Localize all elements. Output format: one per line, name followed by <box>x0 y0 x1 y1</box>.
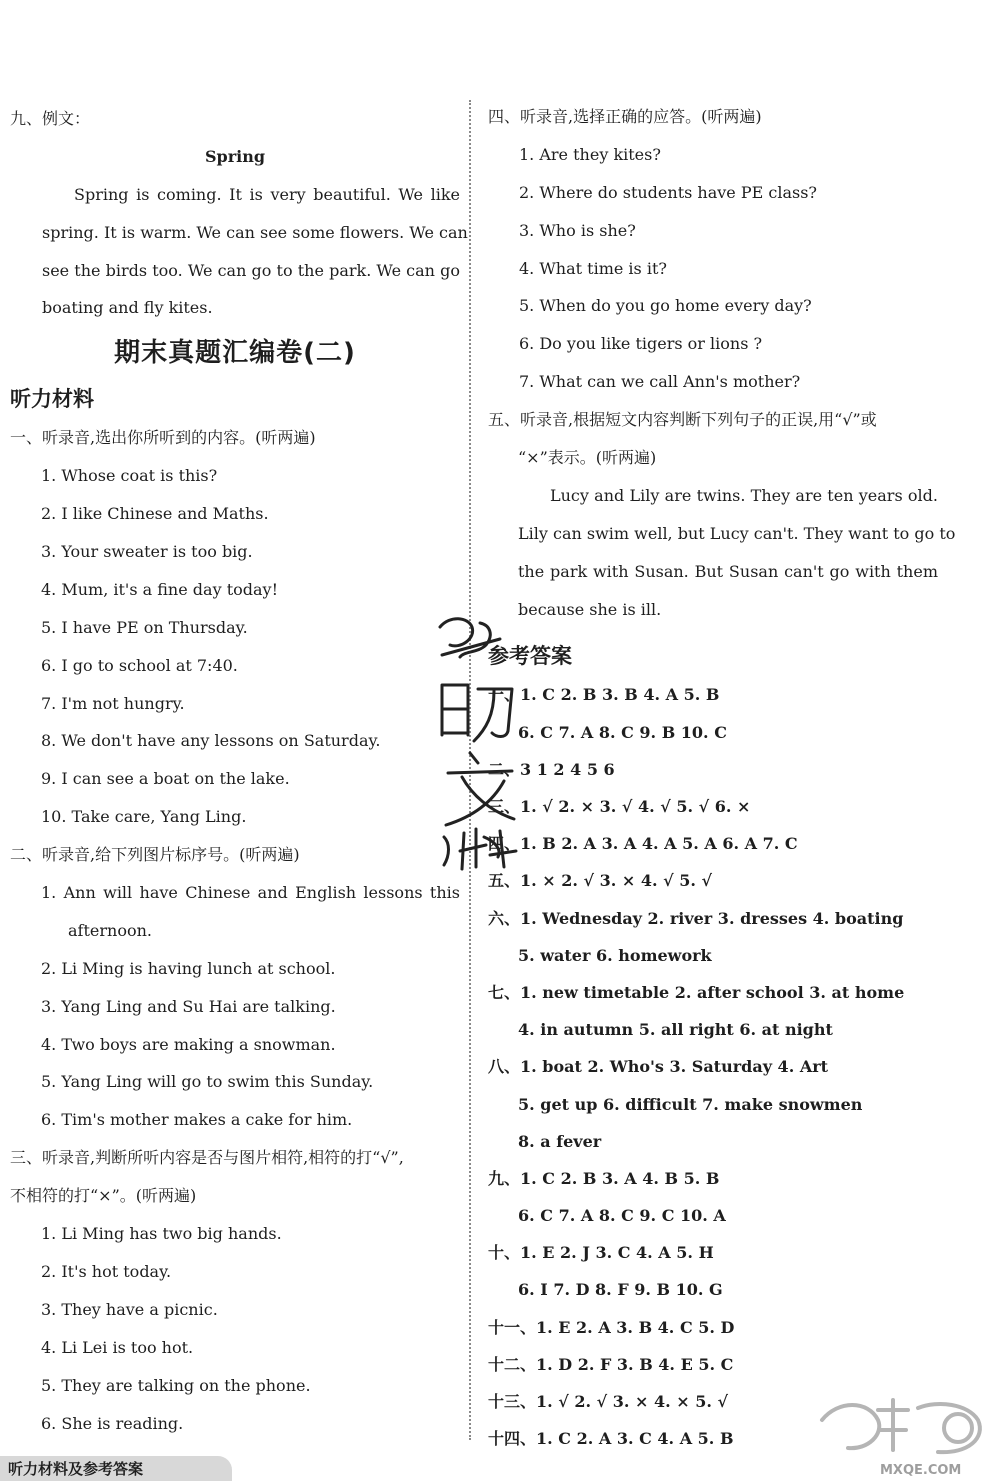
section-1-item: 9. I can see a boat on the lake. <box>41 769 290 789</box>
answer-line: 一、1. C 2. B 3. B 4. A 5. B <box>488 685 720 705</box>
section-1-heading: 一、听录音,选出你所听到的内容。(听两遍) <box>10 428 316 448</box>
section-4-item: 2. Where do students have PE class? <box>519 182 818 202</box>
exam-title: 期末真题汇编卷(二) <box>114 338 356 369</box>
section-4-heading: 四、听录音,选择正确的应答。(听两遍) <box>488 107 762 126</box>
section-4-item: 5. When do you go home every day? <box>519 296 812 316</box>
section-2-item: 1. Ann will have Chinese and English lessons this <box>41 883 460 903</box>
answer-line: 十四、1. C 2. A 3. C 4. A 5. B <box>488 1429 734 1449</box>
section-1-item: 6. I go to school at 7:40. <box>41 655 238 675</box>
answer-line: 8. a fever <box>518 1131 602 1151</box>
section-2-item: 6. Tim's mother makes a cake for him. <box>41 1110 353 1130</box>
section-3-heading-continued: 不相符的打“×”。(听两遍) <box>10 1186 197 1206</box>
section-1-item: 3. Your sweater is too big. <box>41 542 253 562</box>
answer-line: 6. C 7. A 8. C 9. C 10. A <box>518 1206 726 1226</box>
answers-list <box>488 676 938 1457</box>
answer-line: 四、1. B 2. A 3. A 4. A 5. A 6. A 7. C <box>488 834 798 854</box>
handwritten-signature-icon <box>420 605 530 875</box>
section-3-item: 4. Li Lei is too hot. <box>41 1337 194 1357</box>
section-1-item: 1. Whose coat is this? <box>41 466 218 486</box>
section-2-item: 5. Yang Ling will go to swim this Sunday. <box>41 1072 374 1092</box>
essay-label: 九、例文： <box>10 109 91 128</box>
essay-title: Spring <box>204 146 266 166</box>
section-4-item: 7. What can we call Ann's mother? <box>519 372 801 392</box>
essay-line: boating and fly kites. <box>42 298 213 318</box>
answer-line: 6. C 7. A 8. C 9. B 10. C <box>518 722 727 742</box>
section-5-heading-continued: “×”表示。(听两遍) <box>518 448 657 468</box>
left-column <box>10 100 468 1442</box>
section-4-item: 4. What time is it? <box>519 258 667 278</box>
answer-line: 5. water 6. homework <box>518 945 712 965</box>
section-3-heading: 三、听录音,判断所听内容是否与图片相符,相符的打“√”, <box>10 1148 404 1168</box>
section-2-item-continued: afternoon. <box>68 920 152 940</box>
section-1-item: 7. I'm not hungry. <box>41 693 185 713</box>
section-1-item: 4. Mum, it's a fine day today! <box>41 579 278 599</box>
section-3-item: 6. She is reading. <box>41 1413 184 1433</box>
right-column <box>488 98 956 1457</box>
section-2-item: 4. Two boys are making a snowman. <box>41 1034 336 1054</box>
section-5-heading: 五、听录音,根据短文内容判断下列句子的正误,用“√”或 <box>488 410 877 430</box>
section-4-item: 3. Who is she? <box>519 220 636 240</box>
section-4-item: 6. Do you like tigers or lions ? <box>519 334 763 354</box>
section-3-item: 2. It's hot today. <box>41 1261 172 1281</box>
section-3-item: 1. Li Ming has two big hands. <box>41 1224 282 1244</box>
section-1-item: 10. Take care, Yang Ling. <box>41 807 247 827</box>
section-4-item: 1. Are they kites? <box>519 144 661 164</box>
section-2-heading: 二、听录音,给下列图片标序号。(听两遍) <box>10 845 300 865</box>
answer-line: 十一、1. E 2. A 3. B 4. C 5. D <box>488 1317 735 1337</box>
answer-line: 九、1. C 2. B 3. A 4. B 5. B <box>488 1168 720 1188</box>
answer-line: 十三、1. √ 2. √ 3. × 4. × 5. √ <box>488 1392 729 1412</box>
answer-line: 七、1. new timetable 2. after school 3. at home <box>488 982 905 1002</box>
section-2-item: 3. Yang Ling and Su Hai are talking. <box>41 996 336 1016</box>
section-1-item: 8. We don't have any lessons on Saturday. <box>41 731 381 751</box>
section-5-paragraph-line: Lily can swim well, but Lucy can't. They want to go to <box>518 523 956 543</box>
section-5-paragraph-line: Lucy and Lily are twins. They are ten years old. <box>550 485 938 505</box>
section-5-paragraph-line: because she is ill. <box>518 599 662 619</box>
answer-line: 六、1. Wednesday 2. river 3. dresses 4. boating <box>488 908 904 928</box>
listening-heading: 听力材料 <box>10 387 94 412</box>
footer-label: 听力材料及参考答案 <box>8 1460 144 1478</box>
answer-line: 二、3 1 2 4 5 6 <box>488 759 615 779</box>
answer-line: 十二、1. D 2. F 3. B 4. E 5. C <box>488 1354 734 1374</box>
section-2-item: 2. Li Ming is having lunch at school. <box>41 958 336 978</box>
answer-line: 十、1. E 2. J 3. C 4. A 5. H <box>488 1243 714 1263</box>
section-3-item: 5. They are talking on the phone. <box>41 1375 311 1395</box>
watermark-text: MXQE.COM <box>880 1463 962 1478</box>
answer-line: 4. in autumn 5. all right 6. at night <box>518 1020 833 1040</box>
section-1-item: 5. I have PE on Thursday. <box>41 617 248 637</box>
section-1-item: 2. I like Chinese and Maths. <box>41 504 269 524</box>
answers-heading: 参考答案 <box>488 644 572 669</box>
section-3-item: 3. They have a picnic. <box>41 1299 218 1319</box>
essay-line: Spring is coming. It is very beautiful. We like <box>74 184 460 204</box>
essay-line: see the birds too. We can go to the park. We can go <box>42 260 460 280</box>
answer-line: 5. get up 6. difficult 7. make snowmen <box>518 1094 863 1114</box>
essay-line: spring. It is warm. We can see some flowers. We can <box>42 222 468 242</box>
answer-line: 八、1. boat 2. Who's 3. Saturday 4. Art <box>488 1057 829 1077</box>
section-5-paragraph-line: the park with Susan. But Susan can't go with them <box>518 561 938 581</box>
answer-line: 五、1. × 2. √ 3. × 4. √ 5. √ <box>488 871 713 891</box>
answer-line: 三、1. √ 2. × 3. √ 4. √ 5. √ 6. × <box>488 797 751 817</box>
answer-line: 6. I 7. D 8. F 9. B 10. G <box>518 1280 723 1300</box>
